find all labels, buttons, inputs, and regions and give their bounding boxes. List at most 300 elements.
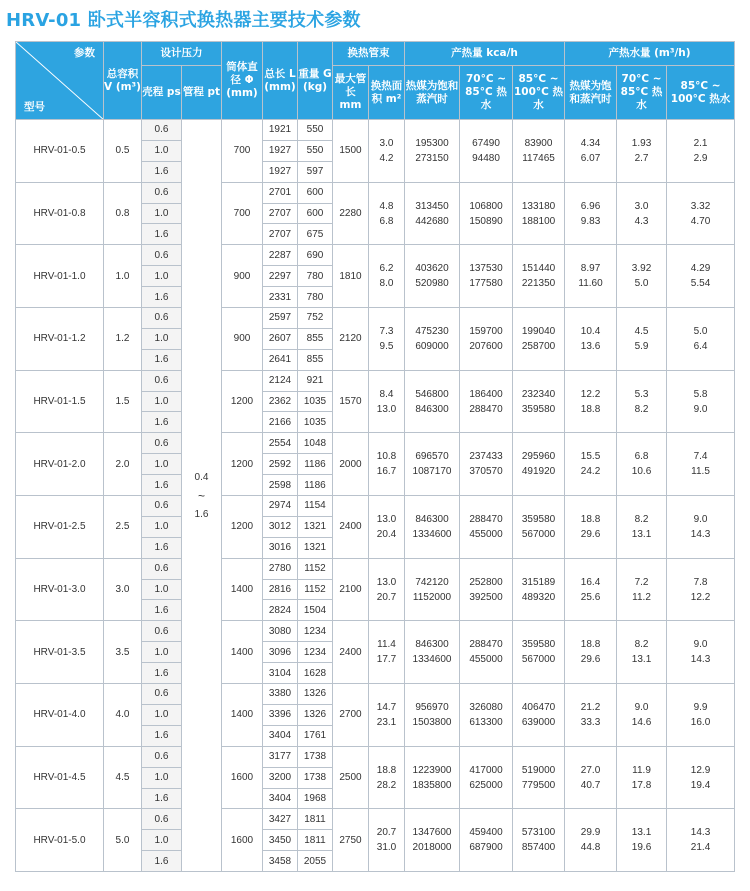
weight-cell: 1761 — [298, 725, 333, 746]
water-steam-cell — [565, 809, 617, 872]
heat-steam-cell-value: 1223900 — [412, 764, 452, 776]
volume-cell: 2.5 — [104, 496, 142, 559]
heat-70-85-cell-value: 370570 — [469, 466, 503, 478]
header-shell-pressure: 壳程 ps — [142, 66, 182, 120]
shell-pressure-cell: 1.6 — [142, 412, 182, 433]
length-cell: 3177 — [263, 746, 298, 767]
length-cell: 2780 — [263, 558, 298, 579]
heat-steam-cell-value: 1334600 — [412, 528, 452, 540]
water-85-100-cell-value: 6.4 — [693, 340, 708, 352]
shell-pressure-cell: 1.6 — [142, 224, 182, 245]
exchange-area-cell-value: 3.0 — [379, 137, 394, 149]
weight-cell: 1968 — [298, 788, 333, 809]
shell-pressure-cell: 1.6 — [142, 475, 182, 496]
heat-steam-cell-value: 1503800 — [412, 716, 452, 728]
weight-cell: 1811 — [298, 809, 333, 830]
heat-70-85-cell-value: 207600 — [469, 340, 503, 352]
water-85-100-cell-value: 14.3 — [690, 827, 711, 839]
length-cell: 3080 — [263, 621, 298, 642]
diameter-cell: 900 — [222, 308, 263, 371]
exchange-area-cell — [369, 746, 405, 809]
heat-85-100-cell-value: 199040 — [521, 325, 556, 337]
water-steam-cell — [565, 182, 617, 245]
heat-steam-cell — [405, 684, 460, 747]
water-steam-cell-value: 29.9 — [580, 827, 601, 839]
volume-cell: 4.0 — [104, 684, 142, 747]
water-steam-cell-value: 18.8 — [580, 513, 601, 525]
heat-85-100-cell-value: 83900 — [524, 137, 553, 149]
water-85-100-cell-value: 14.3 — [690, 528, 711, 540]
exchange-area-cell — [369, 245, 405, 308]
max-tube-length-cell: 1810 — [333, 245, 369, 308]
water-70-85-cell — [617, 182, 667, 245]
water-85-100-cell — [667, 496, 735, 559]
table-row — [16, 621, 735, 642]
max-tube-length-cell: 2000 — [333, 433, 369, 496]
heat-70-85-cell-value: 288470 — [469, 403, 503, 415]
heat-85-100-cell-value: 489320 — [521, 591, 556, 603]
shell-pressure-cell: 1.0 — [142, 830, 182, 851]
table-row — [16, 809, 735, 830]
length-cell: 3427 — [263, 809, 298, 830]
shell-pressure-cell: 1.6 — [142, 600, 182, 621]
shell-pressure-cell: 1.6 — [142, 725, 182, 746]
water-70-85-cell — [617, 370, 667, 433]
heat-70-85-cell-value: 159700 — [469, 325, 503, 337]
header-exchange-area: 换热面积 m² — [369, 66, 405, 120]
weight-cell: 1234 — [298, 642, 333, 663]
weight-cell: 1628 — [298, 663, 333, 684]
tube-pressure-max: 1.6 — [194, 508, 209, 520]
weight-cell: 921 — [298, 370, 333, 391]
length-cell: 2597 — [263, 308, 298, 329]
water-steam-cell-value: 6.96 — [580, 200, 601, 212]
water-70-85-cell-value: 19.6 — [631, 842, 652, 854]
exchange-area-cell-value: 20.7 — [376, 827, 397, 839]
water-steam-cell-value: 29.6 — [580, 528, 601, 540]
max-tube-length-cell: 2400 — [333, 621, 369, 684]
shell-pressure-cell: 1.6 — [142, 287, 182, 308]
header-max-tube-length: 最大管长 mm — [333, 66, 369, 120]
header-diameter: 筒体直径 Φ (mm) — [222, 42, 263, 120]
heat-85-100-cell-value: 232340 — [521, 388, 556, 400]
length-cell: 1927 — [263, 140, 298, 161]
exchange-area-cell-value: 17.7 — [376, 654, 397, 666]
heat-70-85-cell — [460, 120, 513, 183]
water-85-100-cell-value: 19.4 — [690, 779, 711, 791]
weight-cell: 1234 — [298, 621, 333, 642]
shell-pressure-cell: 0.6 — [142, 182, 182, 203]
heat-85-100-cell-value: 359580 — [521, 513, 556, 525]
length-cell: 3396 — [263, 704, 298, 725]
heat-85-100-cell — [513, 120, 565, 183]
heat-steam-cell-value: 742120 — [415, 576, 449, 588]
water-70-85-cell-value: 13.1 — [631, 654, 652, 666]
weight-cell: 1738 — [298, 746, 333, 767]
max-tube-length-cell: 2100 — [333, 558, 369, 621]
heat-steam-cell-value: 1152000 — [412, 591, 452, 603]
heat-85-100-cell-value: 133180 — [521, 200, 556, 212]
header-water-70-85: 70°C ~ 85°C 热水 — [617, 66, 667, 120]
water-steam-cell-value: 10.4 — [580, 325, 601, 337]
length-cell: 2287 — [263, 245, 298, 266]
water-70-85-cell-value: 4.3 — [634, 215, 649, 227]
heat-85-100-cell — [513, 182, 565, 245]
water-85-100-cell-value: 9.0 — [693, 639, 708, 651]
shell-pressure-cell: 0.6 — [142, 684, 182, 705]
volume-cell: 1.2 — [104, 308, 142, 371]
water-85-100-cell — [667, 621, 735, 684]
tube-pressure-min: 0.4 — [194, 471, 209, 483]
exchange-area-cell-value: 8.4 — [379, 388, 394, 400]
heat-85-100-cell-value: 151440 — [521, 263, 556, 275]
volume-cell: 4.5 — [104, 746, 142, 809]
water-steam-cell — [565, 120, 617, 183]
heat-85-100-cell-value: 359580 — [521, 403, 556, 415]
shell-pressure-cell: 0.6 — [142, 370, 182, 391]
heat-85-100-cell — [513, 558, 565, 621]
model-cell: HRV-01-1.0 — [16, 245, 104, 308]
heat-85-100-cell-value: 857400 — [521, 842, 556, 854]
heat-85-100-cell — [513, 245, 565, 308]
max-tube-length-cell: 2400 — [333, 496, 369, 559]
length-cell: 2701 — [263, 182, 298, 203]
heat-70-85-cell — [460, 182, 513, 245]
heat-85-100-cell-value: 258700 — [521, 340, 556, 352]
water-70-85-cell-value: 7.2 — [634, 576, 649, 588]
page-title: HRV-01 卧式半容积式换热器主要技术参数 — [6, 10, 361, 31]
header-design-pressure: 设计压力 — [142, 42, 222, 66]
shell-pressure-cell: 1.0 — [142, 516, 182, 537]
volume-cell: 1.0 — [104, 245, 142, 308]
water-70-85-cell — [617, 746, 667, 809]
heat-85-100-cell — [513, 496, 565, 559]
shell-pressure-cell: 1.0 — [142, 328, 182, 349]
heat-85-100-cell-value: 567000 — [521, 654, 556, 666]
tube-pressure-cell — [182, 120, 222, 872]
heat-70-85-cell — [460, 558, 513, 621]
water-steam-cell-value: 6.07 — [580, 152, 601, 164]
heat-70-85-cell-value: 137530 — [469, 263, 503, 275]
shell-pressure-cell: 1.0 — [142, 579, 182, 600]
water-70-85-cell-value: 8.2 — [634, 403, 649, 415]
length-cell: 3104 — [263, 663, 298, 684]
heat-85-100-cell — [513, 746, 565, 809]
length-cell: 1921 — [263, 120, 298, 141]
water-steam-cell-value: 27.0 — [580, 764, 601, 776]
shell-pressure-cell: 1.0 — [142, 140, 182, 161]
weight-cell: 2055 — [298, 851, 333, 872]
water-steam-cell-value: 13.6 — [580, 340, 601, 352]
exchange-area-cell — [369, 558, 405, 621]
weight-cell: 600 — [298, 182, 333, 203]
water-steam-cell-value: 11.60 — [578, 278, 603, 290]
heat-70-85-cell — [460, 496, 513, 559]
heat-70-85-cell-value: 455000 — [469, 654, 503, 666]
water-70-85-cell-value: 8.2 — [634, 639, 649, 651]
length-cell: 3012 — [263, 516, 298, 537]
length-cell: 2607 — [263, 328, 298, 349]
heat-85-100-cell — [513, 370, 565, 433]
heat-85-100-cell-value: 573100 — [521, 827, 556, 839]
heat-steam-cell-value: 1087170 — [412, 466, 452, 478]
length-cell: 2816 — [263, 579, 298, 600]
weight-cell: 1326 — [298, 684, 333, 705]
exchange-area-cell — [369, 684, 405, 747]
water-85-100-cell — [667, 809, 735, 872]
diameter-cell: 1200 — [222, 370, 263, 433]
shell-pressure-cell: 0.6 — [142, 621, 182, 642]
water-85-100-cell-value: 21.4 — [690, 842, 711, 854]
weight-cell: 1321 — [298, 537, 333, 558]
exchange-area-cell-value: 23.1 — [376, 716, 397, 728]
heat-70-85-cell-value: 106800 — [469, 200, 503, 212]
heat-steam-cell — [405, 558, 460, 621]
header-heat-70-85: 70°C ~ 85°C 热水 — [460, 66, 513, 120]
length-cell: 3458 — [263, 851, 298, 872]
exchange-area-cell — [369, 370, 405, 433]
length-cell: 2707 — [263, 224, 298, 245]
heat-steam-cell — [405, 245, 460, 308]
water-steam-cell-value: 4.34 — [580, 137, 601, 149]
heat-steam-cell — [405, 370, 460, 433]
table-row — [16, 746, 735, 767]
exchange-area-cell — [369, 496, 405, 559]
weight-cell: 550 — [298, 140, 333, 161]
length-cell: 1927 — [263, 161, 298, 182]
shell-pressure-cell: 1.0 — [142, 266, 182, 287]
exchange-area-cell-value: 4.2 — [379, 152, 394, 164]
water-70-85-cell-value: 10.6 — [631, 466, 652, 478]
heat-steam-cell-value: 1835800 — [412, 779, 452, 791]
volume-cell: 3.5 — [104, 621, 142, 684]
heat-70-85-cell-value: 67490 — [472, 137, 500, 149]
heat-steam-cell — [405, 182, 460, 245]
weight-cell: 550 — [298, 120, 333, 141]
heat-85-100-cell — [513, 308, 565, 371]
water-85-100-cell — [667, 245, 735, 308]
water-70-85-cell-value: 14.6 — [631, 716, 652, 728]
table-row — [16, 120, 735, 141]
heat-70-85-cell-value: 625000 — [469, 779, 503, 791]
water-steam-cell-value: 25.6 — [580, 591, 601, 603]
diameter-cell: 900 — [222, 245, 263, 308]
heat-70-85-cell-value: 252800 — [469, 576, 503, 588]
model-cell: HRV-01-3.0 — [16, 558, 104, 621]
heat-70-85-cell-value: 288470 — [469, 639, 503, 651]
shell-pressure-cell: 1.0 — [142, 642, 182, 663]
heat-70-85-cell-value: 177580 — [469, 278, 503, 290]
length-cell: 2362 — [263, 391, 298, 412]
exchange-area-cell-value: 16.7 — [376, 466, 397, 478]
water-85-100-cell-value: 5.54 — [690, 278, 711, 290]
shell-pressure-cell: 0.6 — [142, 809, 182, 830]
header-tube-pressure: 管程 pt — [182, 66, 222, 120]
shell-pressure-cell: 0.6 — [142, 433, 182, 454]
shell-pressure-cell: 1.6 — [142, 851, 182, 872]
exchange-area-cell-value: 28.2 — [376, 779, 397, 791]
weight-cell: 780 — [298, 287, 333, 308]
water-steam-cell — [565, 433, 617, 496]
water-steam-cell-value: 18.8 — [580, 403, 601, 415]
water-steam-cell-value: 24.2 — [580, 466, 601, 478]
model-cell: HRV-01-3.5 — [16, 621, 104, 684]
length-cell: 2592 — [263, 454, 298, 475]
diameter-cell: 1600 — [222, 746, 263, 809]
water-85-100-cell-value: 2.9 — [693, 152, 708, 164]
heat-steam-cell-value: 313450 — [415, 200, 449, 212]
weight-cell: 1152 — [298, 558, 333, 579]
water-85-100-cell-value: 12.9 — [690, 764, 711, 776]
heat-steam-cell-value: 546800 — [415, 388, 449, 400]
heat-steam-cell-value: 475230 — [415, 325, 449, 337]
heat-70-85-cell — [460, 621, 513, 684]
weight-cell: 1738 — [298, 767, 333, 788]
heat-85-100-cell-value: 639000 — [521, 716, 556, 728]
heat-70-85-cell-value: 613300 — [469, 716, 503, 728]
heat-85-100-cell-value: 406470 — [521, 701, 556, 713]
model-cell: HRV-01-1.5 — [16, 370, 104, 433]
heat-70-85-cell-value: 94480 — [472, 152, 500, 164]
length-cell: 2166 — [263, 412, 298, 433]
volume-cell: 0.5 — [104, 120, 142, 183]
water-70-85-cell-value: 11.2 — [632, 591, 651, 603]
water-70-85-cell-value: 3.92 — [631, 263, 652, 275]
exchange-area-cell — [369, 182, 405, 245]
heat-70-85-cell-value: 417000 — [469, 764, 503, 776]
heat-steam-cell — [405, 120, 460, 183]
water-70-85-cell — [617, 684, 667, 747]
water-steam-cell-value: 8.97 — [580, 263, 601, 275]
shell-pressure-cell: 1.6 — [142, 161, 182, 182]
water-85-100-cell-value: 9.9 — [693, 701, 708, 713]
table-row — [16, 245, 735, 266]
water-steam-cell-value: 9.83 — [580, 215, 601, 227]
heat-steam-cell — [405, 496, 460, 559]
water-steam-cell-value: 18.8 — [580, 639, 601, 651]
water-85-100-cell-value: 4.29 — [690, 263, 711, 275]
water-85-100-cell-value: 12.2 — [690, 591, 711, 603]
volume-cell: 3.0 — [104, 558, 142, 621]
table-row — [16, 370, 735, 391]
water-70-85-cell — [617, 621, 667, 684]
weight-cell: 1048 — [298, 433, 333, 454]
shell-pressure-cell: 0.6 — [142, 746, 182, 767]
header-water-steam: 热媒为饱和蒸汽时 — [565, 66, 617, 120]
water-steam-cell-value: 44.8 — [580, 842, 601, 854]
water-steam-cell-value: 33.3 — [580, 716, 601, 728]
shell-pressure-cell: 1.0 — [142, 391, 182, 412]
heat-steam-cell — [405, 621, 460, 684]
heat-steam-cell — [405, 433, 460, 496]
header-heat-steam: 热媒为饱和蒸汽时 — [405, 66, 460, 120]
weight-cell: 1326 — [298, 704, 333, 725]
water-steam-cell — [565, 558, 617, 621]
table-row — [16, 558, 735, 579]
exchange-area-cell — [369, 433, 405, 496]
exchange-area-cell-value: 6.8 — [379, 215, 394, 227]
water-70-85-cell-value: 4.5 — [634, 325, 649, 337]
length-cell: 3096 — [263, 642, 298, 663]
exchange-area-cell — [369, 308, 405, 371]
heat-steam-cell-value: 2018000 — [412, 842, 452, 854]
heat-70-85-cell — [460, 308, 513, 371]
length-cell: 2824 — [263, 600, 298, 621]
water-70-85-cell-value: 17.8 — [631, 779, 652, 791]
tube-pressure-tilde: ~ — [197, 488, 205, 503]
exchange-area-cell-value: 7.3 — [379, 325, 394, 337]
model-cell: HRV-01-4.0 — [16, 684, 104, 747]
weight-cell: 1154 — [298, 496, 333, 517]
diameter-cell: 700 — [222, 120, 263, 183]
spec-table-wrapper — [15, 41, 735, 872]
length-cell: 2331 — [263, 287, 298, 308]
weight-cell: 690 — [298, 245, 333, 266]
water-85-100-cell — [667, 558, 735, 621]
shell-pressure-cell: 1.6 — [142, 788, 182, 809]
water-70-85-cell-value: 6.8 — [634, 451, 649, 463]
heat-70-85-cell-value: 186400 — [469, 388, 503, 400]
shell-pressure-cell: 1.0 — [142, 767, 182, 788]
length-cell: 2124 — [263, 370, 298, 391]
volume-cell: 1.5 — [104, 370, 142, 433]
model-cell: HRV-01-4.5 — [16, 746, 104, 809]
weight-cell: 1811 — [298, 830, 333, 851]
length-cell: 3450 — [263, 830, 298, 851]
heat-85-100-cell — [513, 809, 565, 872]
weight-cell: 1186 — [298, 454, 333, 475]
water-steam-cell — [565, 496, 617, 559]
weight-cell: 1035 — [298, 391, 333, 412]
water-70-85-cell-value: 3.0 — [634, 200, 649, 212]
water-70-85-cell-value: 5.0 — [634, 278, 649, 290]
exchange-area-cell-value: 14.7 — [376, 701, 397, 713]
diameter-cell: 1400 — [222, 621, 263, 684]
heat-85-100-cell-value: 359580 — [521, 639, 556, 651]
weight-cell: 855 — [298, 349, 333, 370]
exchange-area-cell — [369, 809, 405, 872]
weight-cell: 1152 — [298, 579, 333, 600]
length-cell: 3404 — [263, 725, 298, 746]
water-steam-cell — [565, 245, 617, 308]
heat-85-100-cell-value: 117465 — [522, 152, 555, 164]
water-85-100-cell-value: 7.8 — [693, 576, 708, 588]
heat-70-85-cell — [460, 245, 513, 308]
heat-70-85-cell — [460, 370, 513, 433]
shell-pressure-cell: 1.6 — [142, 349, 182, 370]
weight-cell: 1186 — [298, 475, 333, 496]
exchange-area-cell-value: 18.8 — [376, 764, 397, 776]
volume-cell: 2.0 — [104, 433, 142, 496]
water-steam-cell — [565, 621, 617, 684]
max-tube-length-cell: 2280 — [333, 182, 369, 245]
heat-70-85-cell-value: 687900 — [469, 842, 503, 854]
exchange-area-cell-value: 20.7 — [376, 591, 397, 603]
volume-cell: 5.0 — [104, 809, 142, 872]
heat-steam-cell — [405, 746, 460, 809]
weight-cell: 675 — [298, 224, 333, 245]
shell-pressure-cell: 0.6 — [142, 308, 182, 329]
water-85-100-cell-value: 9.0 — [693, 513, 708, 525]
water-85-100-cell — [667, 684, 735, 747]
water-85-100-cell — [667, 746, 735, 809]
header-model-label: 型号 — [24, 101, 45, 113]
header-corner-cell — [16, 42, 104, 120]
heat-steam-cell — [405, 308, 460, 371]
shell-pressure-cell: 1.0 — [142, 203, 182, 224]
water-85-100-cell-value: 9.0 — [693, 403, 708, 415]
water-70-85-cell-value: 5.9 — [634, 340, 649, 352]
